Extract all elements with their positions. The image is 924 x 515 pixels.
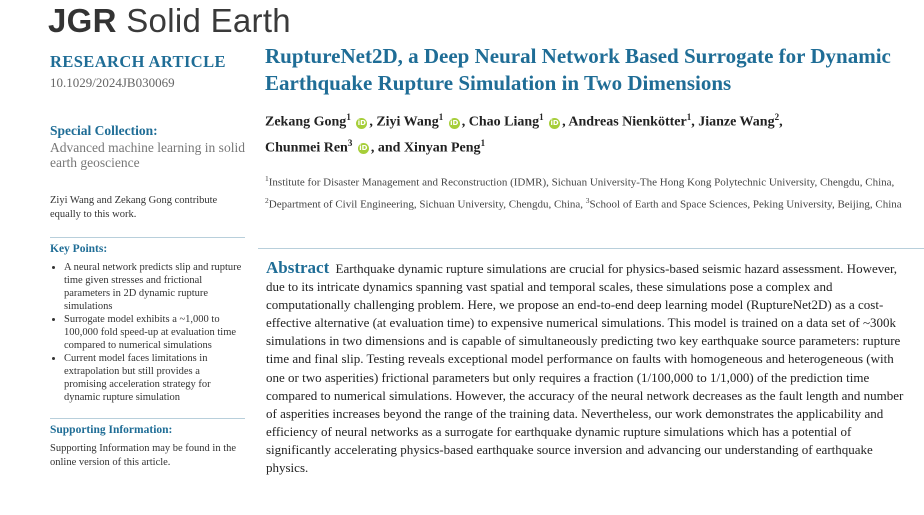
- author-name[interactable]: Jianze Wang: [698, 114, 775, 130]
- orcid-icon[interactable]: iD: [450, 118, 459, 127]
- orcid-icon[interactable]: iD: [357, 118, 366, 127]
- abstract-text: Earthquake dynamic rupture simulations are crucial for physics-based seismic hazard assessment. However, due to its intricate dynamics spanning vast spatial and temporal scales, these simulations pose a complex and computationally challenging problem. Here, we propose an end-to-end deep learning model (RuptureNet2D) as a cost-effective alternative (at evaluation time) to expensive numerical simulations. This model is trained on a data set of ~300k simulations in two dimensions and is capable of simultaneously predicting two key earthquake source parameters: rupture time and final slip. Testing reveals exceptional model performance on faults with homogeneous and heterogeneous (with one or two asperities) frictional parameters but only requires a fraction (1/100,000 to 1/1,000) of the prediction time compared to numerical simulations. However, the accuracy of the neural network decreases as the fault length and number of asperities increases beyond the range of the training data. Nevertheless, our work demonstrates the applicability and efficiency of neural networks as a surrogate for earthquake dynamic rupture simulations which has a potential of significantly accelerating physics-based earthquake source inversion and advancing our understanding of earthquake physics.: [266, 261, 904, 476]
- left-sidebar: [50, 52, 245, 470]
- special-collection-label: Special Collection:: [50, 123, 158, 138]
- affil-sup: 2: [265, 195, 269, 205]
- supporting-info-text: Supporting Information may be found in the online version of this article.: [50, 443, 237, 468]
- main-content: [265, 43, 905, 214]
- journal-name-rest: Solid Earth: [116, 2, 291, 39]
- key-points-section: [50, 237, 245, 404]
- journal-name: [48, 2, 291, 40]
- author-sup: 1: [438, 112, 444, 122]
- key-point-item: • Surrogate model exhibits a ~1,000 to 100,000 fold speed-up at evaluation time compared to numerical simulations: [64, 313, 245, 352]
- abstract-label: Abstract: [266, 258, 330, 277]
- abstract-section: [258, 248, 924, 477]
- key-points-label: Key Points:: [50, 243, 108, 255]
- author-name[interactable]: Ziyi Wang: [376, 114, 439, 130]
- author-list: Zekang Gong$^1$ iD , Ziyi Wang$^1$ iD , Chao Liang$^1$ iD , Andreas Nienkötter$^1$, Jianze Wang$^2$, Chunmei Ren$^3$ iD , and Xinyan Peng$^1$: [265, 112, 783, 156]
- article-title: RuptureNet2D, a Deep Neural Network Based Surrogate for Dynamic Earthquake Rupture Simulation in Two Dimensions: [265, 44, 891, 95]
- author-sup: 2: [774, 112, 780, 122]
- key-point-item: • A neural network predicts slip and rupture time given stresses and frictional parameters in 2D dynamic rupture simulations: [64, 261, 245, 313]
- orcid-icon[interactable]: iD: [359, 144, 368, 153]
- author-sup: 3: [347, 137, 353, 148]
- journal-name-bold: JGR: [48, 2, 117, 39]
- doi[interactable]: 10.1029/2024JB030069: [50, 75, 175, 90]
- author-sup: 1: [539, 112, 544, 122]
- supporting-info-section: [50, 418, 245, 470]
- key-point-item: • Current model faces limitations in extrapolation but still provides a promising acceleration strategy for dynamic rupture simulation: [64, 352, 245, 404]
- affil-sup: 1: [265, 174, 269, 184]
- affiliation-1: Institute for Disaster Management and Reconstruction (IDMR), Sichuan University-The Hong Kong Polytechnic University, Chengdu, China,: [268, 176, 895, 189]
- author-sup: 1: [346, 112, 351, 122]
- author-name[interactable]: Chunmei Ren: [265, 140, 348, 156]
- article-type: RESEARCH ARTICLE: [50, 52, 226, 71]
- author-sup: 1: [480, 137, 486, 148]
- key-points-list: [50, 261, 245, 404]
- affiliations: [265, 170, 905, 213]
- orcid-icon[interactable]: iD: [550, 118, 559, 127]
- author-name[interactable]: Zekang Gong: [265, 114, 347, 130]
- supporting-info-label: Supporting Information:: [50, 424, 173, 436]
- author-name[interactable]: Chao Liang: [468, 114, 540, 130]
- affiliation-2: Department of Civil Engineering, Sichuan University, Chengdu, China,: [268, 198, 584, 211]
- affil-sup: 3: [585, 195, 590, 205]
- affiliation-3: School of Earth and Space Sciences, Peking University, Beijing, China: [589, 198, 902, 211]
- author-name[interactable]: Xinyan Peng: [403, 140, 481, 156]
- author-sup: 1: [686, 112, 692, 122]
- author-name[interactable]: Andreas Nienkötter: [568, 114, 687, 130]
- special-collection-link[interactable]: Advanced machine learning in solid earth geoscience: [50, 140, 245, 170]
- abstract-body: [266, 259, 906, 477]
- contribution-note: Ziyi Wang and Zekang Gong contribute equally to this work.: [50, 195, 218, 220]
- author-conjunction: and: [377, 140, 401, 156]
